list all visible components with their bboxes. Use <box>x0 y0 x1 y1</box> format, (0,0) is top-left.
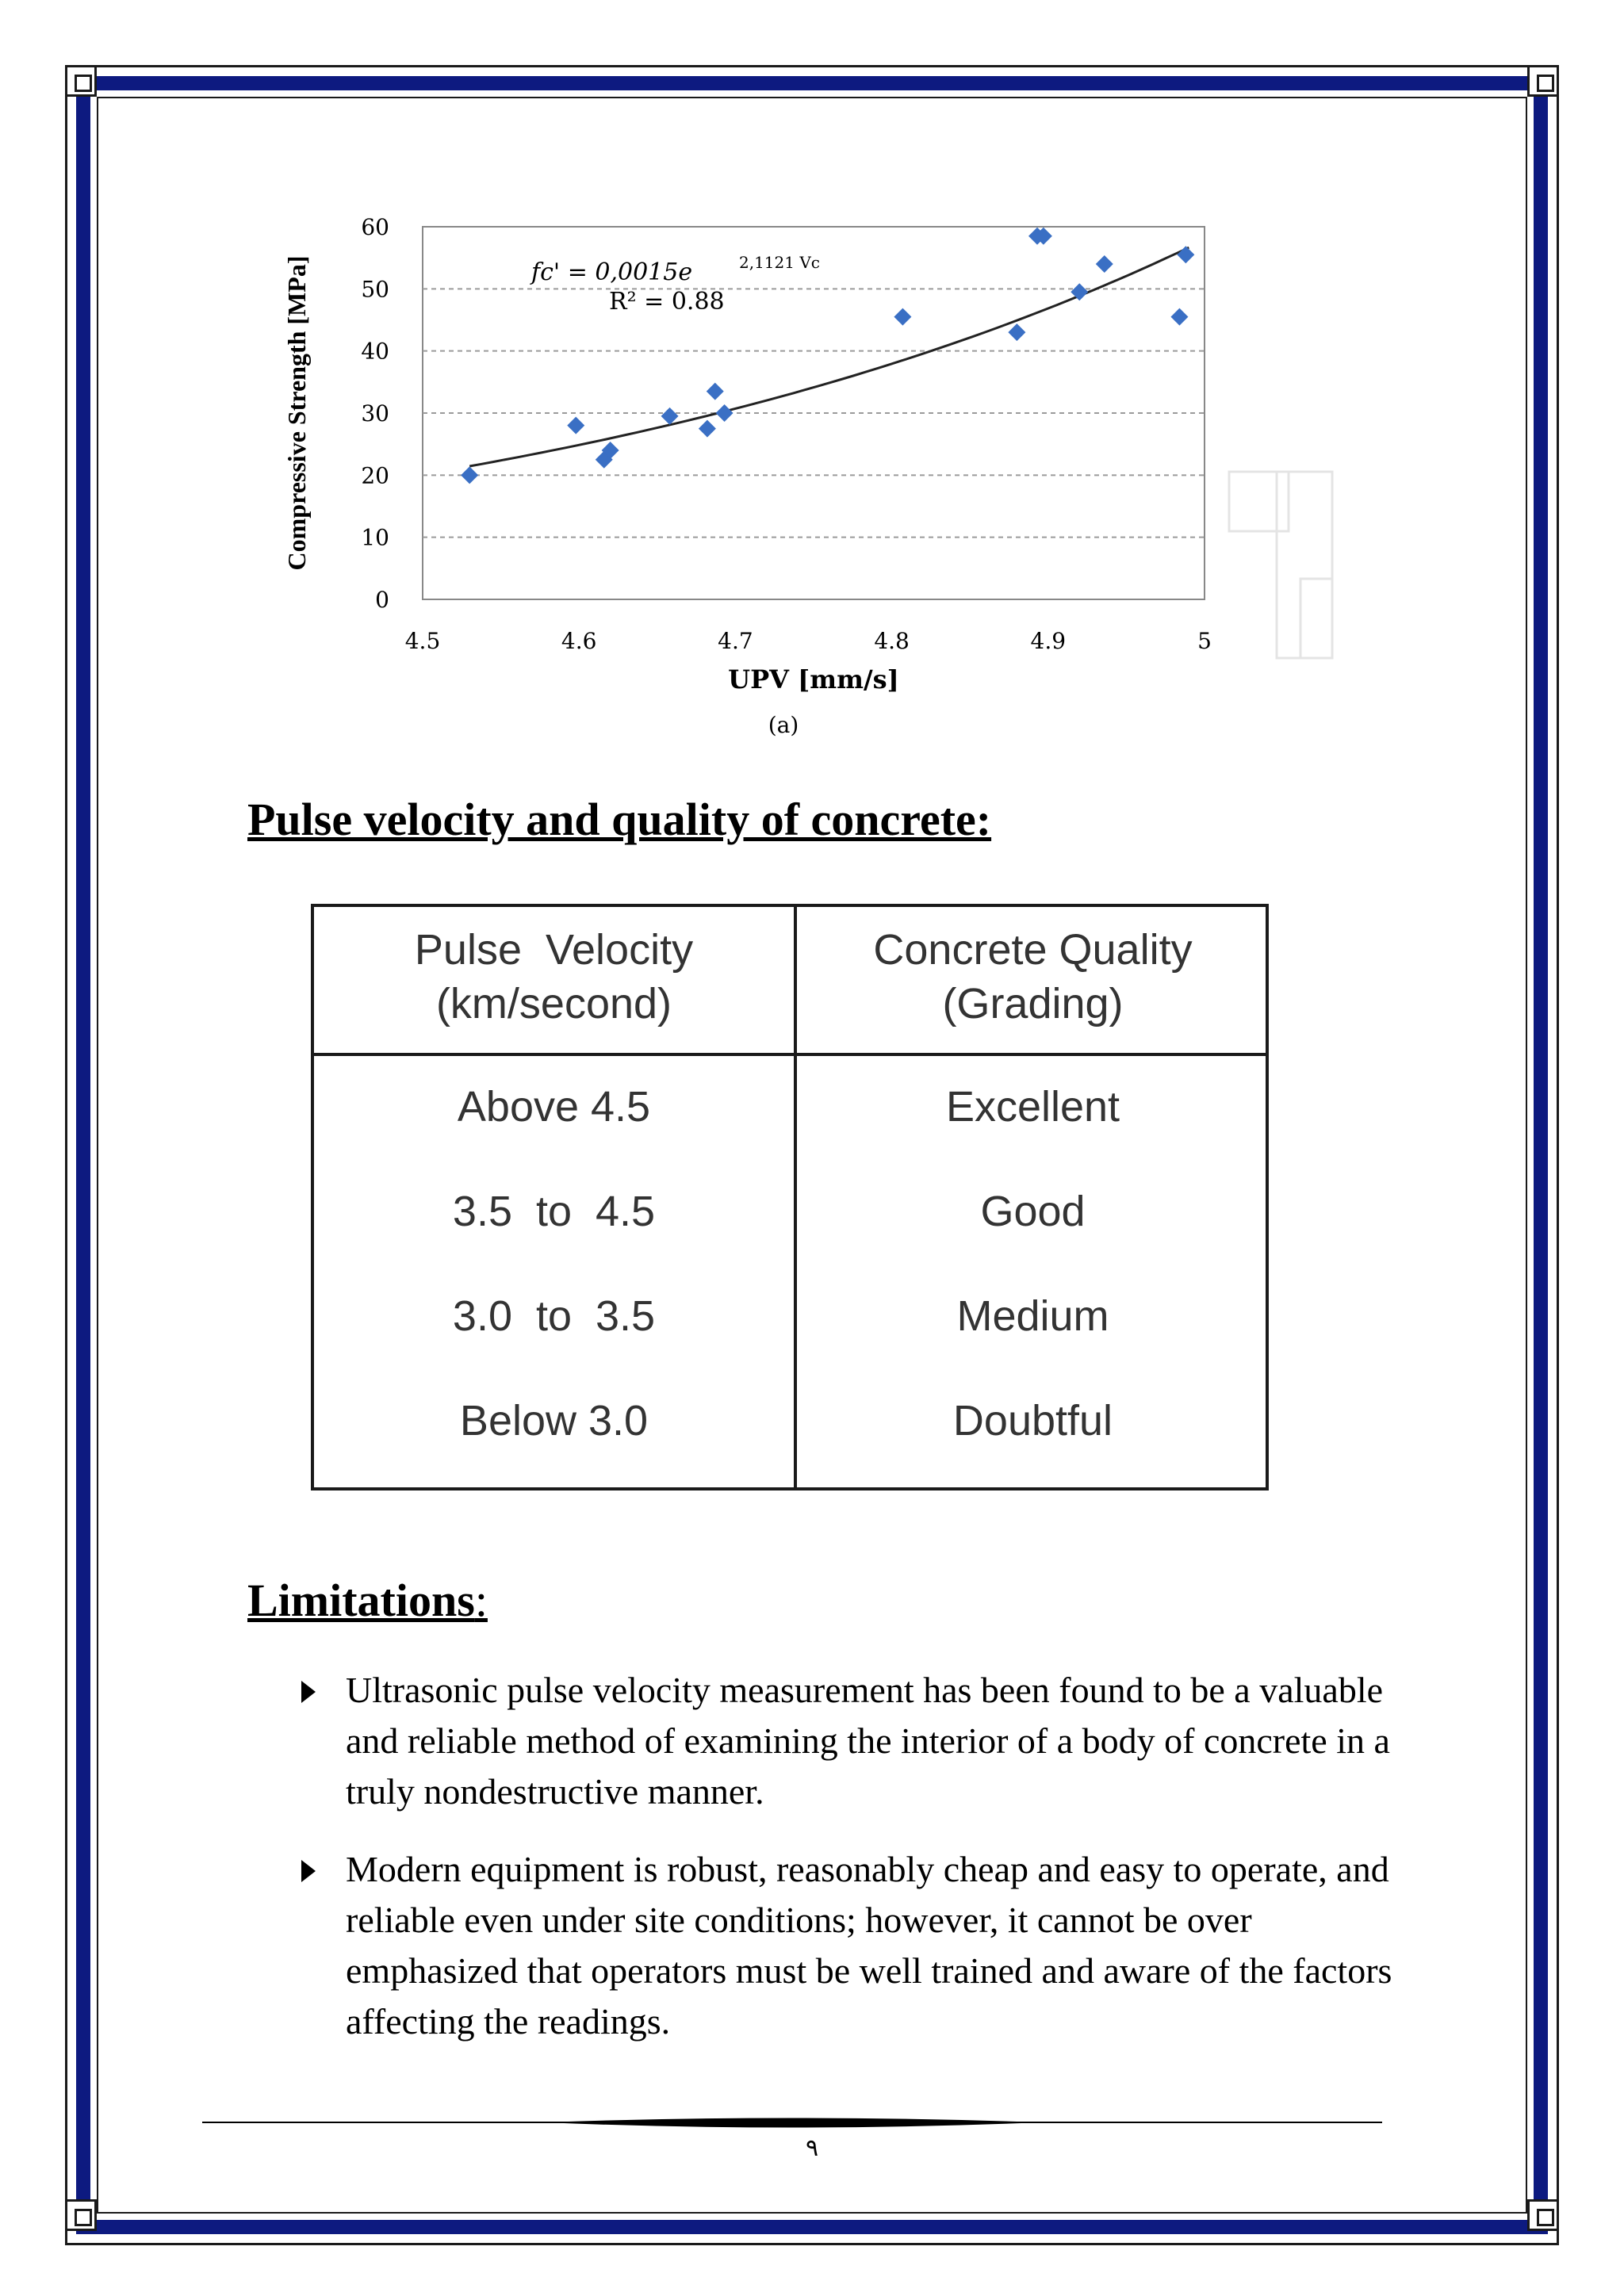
x-tick-label: 4.9 <box>1030 628 1067 654</box>
table-cell-velocity: Below 3.0 <box>459 1397 649 1445</box>
corner-ornament <box>65 2199 97 2231</box>
quality-table <box>311 904 1269 1490</box>
corner-ornament <box>1527 65 1559 97</box>
heading-colon: : <box>474 1575 488 1626</box>
table-cell-quality: Doubtful <box>952 1397 1113 1445</box>
x-tick-label: 4.8 <box>874 628 910 654</box>
equation-exponent: 2,1121 Vc <box>739 253 820 272</box>
section-heading-limitations <box>247 1574 488 1627</box>
header-line: Concrete Quality <box>873 926 1193 974</box>
list-item <box>301 1665 1404 1823</box>
header-line: (km/second) <box>435 980 672 1027</box>
y-tick-label: 40 <box>361 338 389 365</box>
corner-ornament <box>65 65 97 97</box>
watermark <box>1229 472 1332 658</box>
x-tick-label: 4.6 <box>561 628 597 654</box>
chart-svg <box>270 190 1396 745</box>
list-item-text: Ultrasonic pulse velocity measurement has been found to be a valuable and reliable method of examining the interior of a body of concrete in a truly nondestructive manner. <box>346 1670 1390 1812</box>
y-axis-label: Compressive Strength [MPa] <box>282 255 311 571</box>
page-number: ٩ <box>805 2134 819 2162</box>
bullet-arrow-icon <box>301 1860 316 1882</box>
y-tick-label: 30 <box>361 400 389 427</box>
x-axis-label: UPV [mm/s] <box>728 664 899 695</box>
table-cell-quality: Good <box>980 1188 1086 1235</box>
table-cell-quality: Excellent <box>945 1083 1120 1131</box>
section-heading-quality: Pulse velocity and quality of concrete: <box>247 794 992 845</box>
y-tick-label: 50 <box>361 276 389 303</box>
table-cell-velocity: Above 4.5 <box>457 1083 651 1131</box>
footer-divider <box>202 2117 1382 2133</box>
x-tick-label: 4.7 <box>718 628 753 654</box>
y-tick-label: 20 <box>361 462 389 489</box>
heading-text: Limitations <box>247 1575 475 1626</box>
equation-label: fc' = 0,0015e <box>531 258 693 286</box>
chart-caption: (a) <box>768 712 799 738</box>
y-tick-label: 10 <box>361 524 389 551</box>
scatter-chart <box>270 190 1396 745</box>
table-header-velocity <box>314 923 794 1031</box>
y-tick-label: 0 <box>375 587 389 613</box>
bullet-arrow-icon <box>301 1681 316 1703</box>
table-cell-velocity: 3.5 to 4.5 <box>452 1188 656 1235</box>
header-line: (Grading) <box>942 980 1124 1027</box>
table-header-quality <box>797 923 1269 1031</box>
x-tick-label: 5 <box>1197 628 1212 654</box>
x-tick-label: 4.5 <box>404 628 441 654</box>
corner-ornament <box>1527 2199 1559 2231</box>
table-divider-horizontal <box>314 1053 1266 1056</box>
table-cell-velocity: 3.0 to 3.5 <box>452 1292 656 1340</box>
table-cell-quality: Medium <box>956 1292 1109 1340</box>
header-line: Pulse Velocity <box>414 926 694 974</box>
r-squared-label: R² = 0.88 <box>609 288 725 316</box>
list-item-text: Modern equipment is robust, reasonably cheap and easy to operate, and reliable even under site conditions; however, it cannot be over emphasized that operators must be well trained and aware of the factors affecting the readings. <box>346 1849 1392 2042</box>
list-item <box>301 1844 1404 2058</box>
y-tick-label: 60 <box>361 214 389 240</box>
